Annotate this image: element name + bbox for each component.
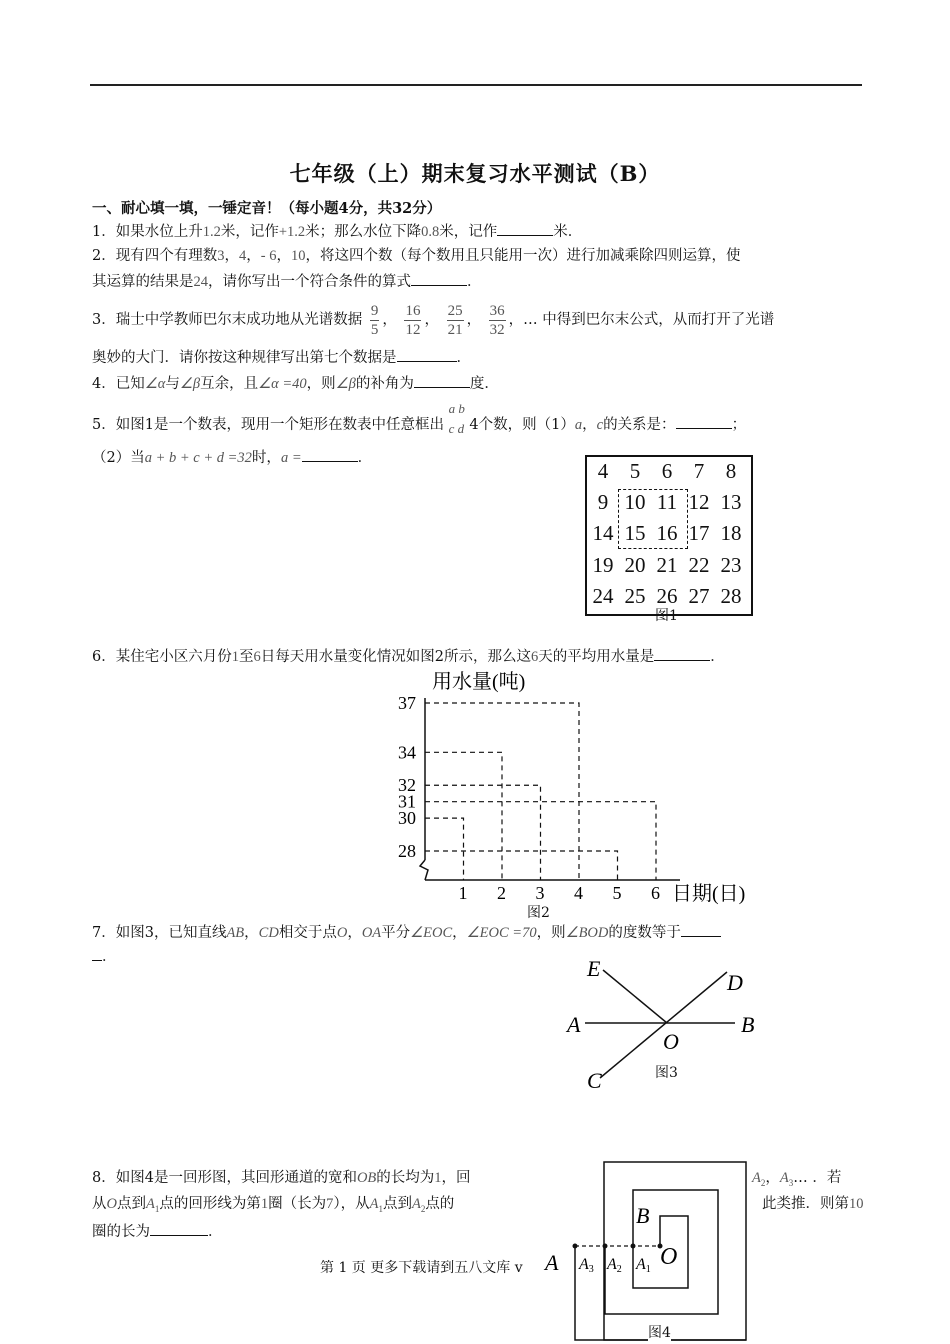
- question-8-line1: 8．如图4是一回形图，其回形通道的宽和OB的长均为1，回: [92, 1170, 471, 1186]
- y-axis-label: 用水量(吨): [432, 671, 526, 693]
- label-e: E: [587, 956, 601, 981]
- answer-blank[interactable]: [302, 447, 358, 462]
- table-cell: 11: [656, 490, 678, 515]
- x-tick-label: 6: [651, 883, 660, 903]
- label-b: B: [636, 1203, 650, 1228]
- question-8-line2: 从O点到$A_1$点的回形线为第1圈（长为7），从$A_1$点到$A_2$点的: [92, 1196, 455, 1214]
- figure-4-caption: 图4: [648, 1322, 671, 1342]
- y-tick-label: 30: [398, 808, 416, 829]
- x-axis-label: 日期(日): [672, 883, 746, 905]
- figure-1-caption: 图1: [655, 608, 678, 624]
- fraction: $\frac{25}{21}$: [447, 302, 463, 338]
- y-tick-label: 37: [398, 693, 416, 713]
- table-cell: 16: [656, 521, 678, 546]
- label-o: O: [660, 1244, 678, 1270]
- answer-blank[interactable]: [654, 646, 710, 661]
- page-footer: 第 1 页 更多下载请到五八文库 v: [320, 1260, 523, 1276]
- x-tick-label: 2: [497, 883, 506, 903]
- bar-day-3: [425, 785, 541, 880]
- x-tick-label: 4: [574, 883, 583, 903]
- selection-rectangle: [618, 489, 688, 549]
- question-5-line2: （2）当a + b + c + d =32时，a = ．: [92, 447, 372, 468]
- label-o: O: [663, 1029, 679, 1054]
- label-c: C: [587, 1068, 602, 1093]
- table-cell: 20: [624, 552, 646, 577]
- question-7-line2: ．: [92, 946, 117, 967]
- question-8-line2-end: 此类推．则第10: [762, 1196, 864, 1212]
- question-2-line2: 其运算的结果是24，请你写出一个符合条件的算式 ．: [92, 271, 482, 292]
- table-cell: 5: [629, 459, 641, 483]
- table-cell: 26: [656, 583, 678, 608]
- figure-3-caption: 图3: [655, 1065, 678, 1081]
- bar-day-1: [425, 818, 464, 880]
- fraction: $\frac{9}{5}$: [370, 302, 379, 338]
- table-cell: 8: [725, 459, 737, 483]
- table-cell: 22: [688, 552, 710, 577]
- table-cell: 24: [592, 583, 614, 608]
- answer-blank[interactable]: [411, 271, 467, 286]
- y-tick-label: 34: [398, 742, 416, 763]
- table-cell: 7: [693, 459, 705, 483]
- answer-blank[interactable]: [150, 1221, 208, 1236]
- question-8-line3: 圈的长为 ．: [92, 1221, 223, 1242]
- question-3-line2: 奥妙的大门．请你按这种规律写出第七个数据是 ．: [92, 347, 471, 368]
- table-cell: 4: [597, 459, 609, 483]
- answer-blank[interactable]: [497, 221, 553, 236]
- table-cell: 28: [720, 583, 742, 608]
- label-a1: A1: [636, 1256, 651, 1275]
- label-a3: A3: [579, 1256, 594, 1275]
- table-cell: 25: [624, 583, 646, 608]
- label-b: B: [741, 1012, 755, 1037]
- question-8-line1-end: $A_2$，$A_3\dots$ ．若: [752, 1170, 842, 1188]
- water-usage-chart: [380, 668, 770, 908]
- section-heading: 一、耐心填一填，一锤定音！（每小题4分，共32分）: [92, 200, 442, 217]
- answer-blank[interactable]: [397, 347, 457, 362]
- page-title: 七年级（上）期末复习水平测试（B）: [289, 161, 661, 186]
- figure-4-spiral: [540, 1160, 755, 1344]
- header-rule: [90, 84, 862, 86]
- table-cell: 6: [661, 459, 673, 483]
- table-cell: 21: [656, 552, 678, 577]
- y-tick-label: 32: [398, 775, 416, 796]
- table-cell: 10: [624, 490, 646, 515]
- label-d: D: [727, 970, 743, 995]
- answer-blank[interactable]: [676, 414, 732, 429]
- answer-blank[interactable]: [92, 946, 102, 961]
- y-tick-label: 31: [398, 791, 416, 812]
- table-cell: 14: [592, 521, 614, 546]
- x-tick-label: 3: [535, 883, 545, 903]
- question-7: 7．如图3，已知直线AB，CD相交于点O，OA平分∠EOC，∠EOC =70，则∠BOD的度数等于: [92, 922, 721, 943]
- figure-2-caption: 图2: [527, 905, 550, 921]
- table-cell: 18: [720, 521, 742, 546]
- table-cell: 27: [688, 583, 710, 608]
- question-1: 1．如果水位上升1.2米，记作+1.2米；那么水位下降0.8米，记作 米．: [92, 221, 582, 242]
- y-tick-label: 28: [398, 841, 416, 861]
- question-4: 4．已知∠α与∠β互余，且∠α =40，则∠β的补角为 度．: [92, 373, 499, 394]
- table-cell: 12: [688, 490, 710, 515]
- table-cell: 19: [592, 552, 614, 577]
- table-cell: 13: [720, 490, 742, 515]
- question-6: 6．某住宅小区六月份1至6日每天用水量变化情况如图2所示，那么这6天的平均用水量是 ．: [92, 646, 725, 667]
- point-a3: [603, 1244, 608, 1249]
- answer-blank[interactable]: [414, 373, 470, 388]
- label-a: A: [545, 1250, 559, 1275]
- x-tick-label: 5: [612, 883, 622, 903]
- table-cell: 17: [688, 521, 710, 546]
- label-a: A: [567, 1012, 581, 1037]
- question-2-line1: 2．现有四个有理数3，4，- 6，10，将这四个数（每个数用且只能用一次）进行加减乘除四则运算，使: [92, 248, 741, 264]
- table-cell: 15: [624, 521, 646, 546]
- abcd-matrix: a b c d: [448, 401, 465, 436]
- x-tick-label: 1: [458, 883, 468, 903]
- fraction: $\frac{36}{32}$: [489, 302, 505, 338]
- question-5-line1: 5．如图1是一个数表，现用一个矩形在数表中任意框出 a b c d 4个数，则（1）a，c的关系是： ；: [92, 411, 746, 439]
- question-3-line1: 3．瑞士中学教师巴尔末成功地从光谱数据 $\frac{9}{5}$ ， $\frac{16}{12}$ ， $\frac{25}{21}$ ， $\frac{36}{32}$ ，… 中得到巴尔末公式，从而打开了光谱: [92, 302, 775, 338]
- table-cell: 23: [720, 552, 742, 577]
- bar-day-5: [425, 851, 618, 880]
- ray-oe: [603, 970, 667, 1023]
- bar-day-4: [425, 703, 579, 880]
- axis-break: [420, 860, 428, 880]
- table-cell: 9: [597, 490, 609, 515]
- point-a: [573, 1244, 578, 1249]
- point-a2: [631, 1244, 636, 1249]
- label-a2: A2: [607, 1256, 622, 1275]
- fraction: $\frac{16}{12}$: [405, 302, 421, 338]
- answer-blank[interactable]: [681, 922, 721, 937]
